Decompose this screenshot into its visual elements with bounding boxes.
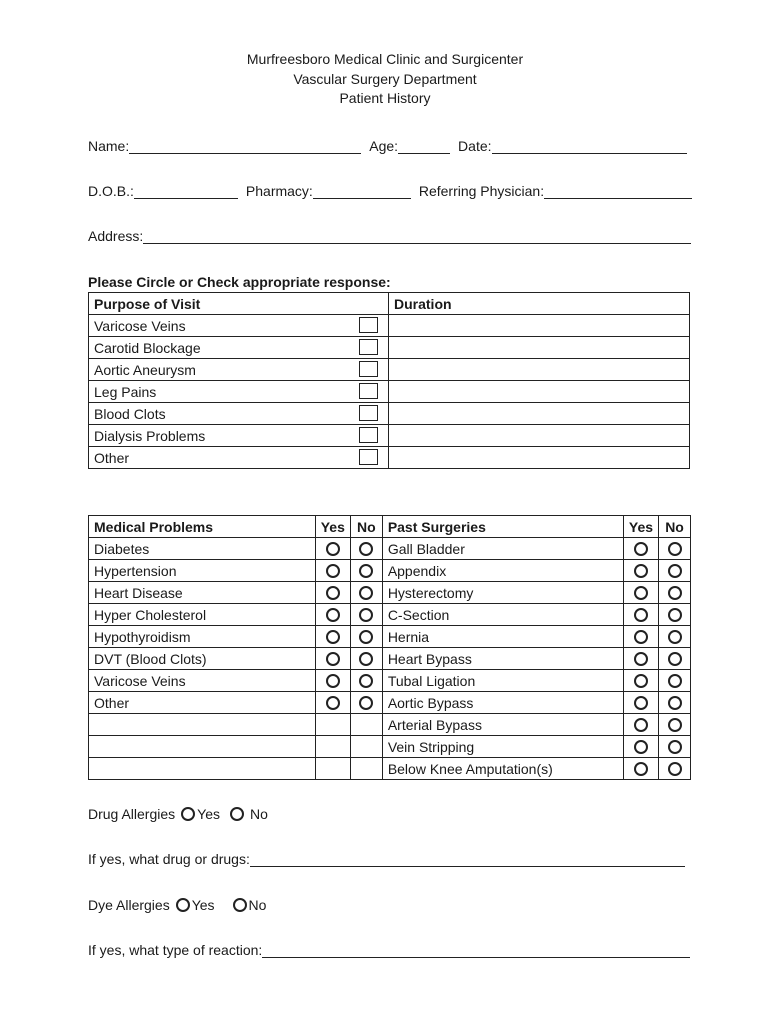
medical-problem-label: Diabetes xyxy=(94,540,150,557)
medical-yes-radio[interactable] xyxy=(326,696,340,710)
instruction-text: Please Circle or Check appropriate response: xyxy=(88,274,391,290)
surgery-no-radio[interactable] xyxy=(668,674,682,688)
surgery-yes-radio[interactable] xyxy=(634,608,648,622)
dye-followup-row xyxy=(88,942,690,958)
checkbox[interactable] xyxy=(359,383,378,399)
visit-label: Leg Pains xyxy=(94,383,157,400)
past-surgery-label: Gall Bladder xyxy=(387,540,465,557)
medical-no-radio[interactable] xyxy=(359,542,373,556)
empty-cell xyxy=(315,736,350,758)
dye-followup-label: If yes, what type of reaction: xyxy=(88,942,263,958)
medical-problem-label: Heart Disease xyxy=(94,584,183,601)
medical-no-radio[interactable] xyxy=(359,564,373,578)
surgery-no-radio[interactable] xyxy=(668,718,682,732)
medical-yes-radio[interactable] xyxy=(326,608,340,622)
pharmacy-label: Pharmacy: xyxy=(245,183,313,199)
past-surgery-label: Arterial Bypass xyxy=(387,716,482,733)
past-surgeries-header: Past Surgeries xyxy=(382,516,623,538)
history-row xyxy=(89,692,691,714)
medical-problem-label: Hypertension xyxy=(94,562,177,579)
checkbox[interactable] xyxy=(359,361,378,377)
duration-cell[interactable] xyxy=(389,337,690,359)
surgery-yes-radio[interactable] xyxy=(634,718,648,732)
dye-allergies-no-radio[interactable] xyxy=(233,898,247,912)
medical-problem-label: Hypothyroidism xyxy=(94,628,191,645)
past-surgery-label: Hysterectomy xyxy=(387,584,474,601)
history-row xyxy=(89,626,691,648)
medical-no-radio[interactable] xyxy=(359,608,373,622)
history-header-row xyxy=(89,516,691,538)
history-row xyxy=(89,670,691,692)
dye-allergies-row xyxy=(88,897,266,913)
medical-yes-radio[interactable] xyxy=(326,542,340,556)
past-surgery-label: Below Knee Amputation(s) xyxy=(387,760,553,777)
medical-yes-radio[interactable] xyxy=(326,586,340,600)
drug-followup-label: If yes, what drug or drugs: xyxy=(88,851,250,867)
visit-row xyxy=(89,359,690,381)
visit-label: Carotid Blockage xyxy=(94,339,201,356)
surgery-yes-header: Yes xyxy=(623,516,658,538)
dob-pharmacy-row xyxy=(88,183,700,199)
referring-label: Referring Physician: xyxy=(418,183,545,199)
surgery-yes-radio[interactable] xyxy=(634,652,648,666)
drug-allergies-label: Drug Allergies xyxy=(88,806,176,822)
medical-yes-radio[interactable] xyxy=(326,630,340,644)
history-row xyxy=(89,538,691,560)
name-label: Name: xyxy=(88,138,130,154)
duration-cell[interactable] xyxy=(389,315,690,337)
visit-row xyxy=(89,337,690,359)
checkbox[interactable] xyxy=(359,427,378,443)
history-row xyxy=(89,648,691,670)
visit-row xyxy=(89,447,690,469)
past-surgery-label: Tubal Ligation xyxy=(387,672,476,689)
drug-followup-field[interactable] xyxy=(250,852,685,867)
surgery-no-radio[interactable] xyxy=(668,740,682,754)
address-field[interactable] xyxy=(143,229,691,244)
medical-yes-radio[interactable] xyxy=(326,674,340,688)
dye-allergies-yes-radio[interactable] xyxy=(176,898,190,912)
surgery-yes-radio[interactable] xyxy=(634,586,648,600)
medical-problems-header: Medical Problems xyxy=(89,516,316,538)
empty-cell xyxy=(350,736,382,758)
surgery-yes-radio[interactable] xyxy=(634,630,648,644)
visit-table xyxy=(88,292,690,469)
department-name: Vascular Surgery Department xyxy=(293,70,477,87)
empty-cell xyxy=(315,714,350,736)
visit-row xyxy=(89,403,690,425)
medical-problem-label: Hyper Cholesterol xyxy=(94,606,207,623)
visit-row xyxy=(89,381,690,403)
history-row xyxy=(89,736,691,758)
medical-problem-label: Other xyxy=(94,694,130,711)
surgery-yes-radio[interactable] xyxy=(634,674,648,688)
past-surgery-label: Aortic Bypass xyxy=(387,694,474,711)
visit-label: Blood Clots xyxy=(94,405,166,422)
dye-allergies-no-label: No xyxy=(248,897,267,913)
surgery-no-radio[interactable] xyxy=(668,586,682,600)
history-row xyxy=(89,582,691,604)
medical-problem-label: DVT (Blood Clots) xyxy=(94,650,207,667)
visit-header-row xyxy=(89,293,690,315)
dye-followup-field[interactable] xyxy=(262,943,690,958)
form-title: Patient History xyxy=(339,90,431,106)
history-row xyxy=(89,758,691,780)
medical-yes-radio[interactable] xyxy=(326,652,340,666)
surgery-yes-radio[interactable] xyxy=(634,740,648,754)
visit-label: Varicose Veins xyxy=(94,317,186,334)
surgery-no-header: No xyxy=(659,516,691,538)
address-label: Address: xyxy=(88,228,144,244)
surgery-yes-radio[interactable] xyxy=(634,696,648,710)
visit-label: Other xyxy=(94,449,130,466)
drug-allergies-no-label: No xyxy=(250,806,268,822)
duration-cell[interactable] xyxy=(389,359,690,381)
medical-no-radio[interactable] xyxy=(359,630,373,644)
duration-cell[interactable] xyxy=(389,425,690,447)
age-field[interactable] xyxy=(398,139,450,154)
duration-header: Duration xyxy=(389,293,690,315)
form-header xyxy=(0,50,770,109)
history-row xyxy=(89,560,691,582)
date-field[interactable] xyxy=(492,139,687,154)
surgery-yes-radio[interactable] xyxy=(634,542,648,556)
name-age-date-row xyxy=(88,138,695,154)
surgery-no-radio[interactable] xyxy=(668,696,682,710)
past-surgery-label: C-Section xyxy=(387,606,450,623)
name-field[interactable] xyxy=(129,139,361,154)
clinic-name: Murfreesboro Medical Clinic and Surgicenter xyxy=(246,51,524,67)
duration-cell[interactable] xyxy=(389,447,690,469)
drug-allergies-yes-radio[interactable] xyxy=(181,807,195,821)
medical-problem-label: Varicose Veins xyxy=(94,672,186,689)
history-row xyxy=(89,604,691,626)
date-label: Date: xyxy=(458,138,492,154)
surgery-no-radio[interactable] xyxy=(668,762,682,776)
empty-cell xyxy=(350,714,382,736)
visit-row xyxy=(89,425,690,447)
drug-allergies-yes-label: Yes xyxy=(197,806,220,822)
medical-no-radio[interactable] xyxy=(359,586,373,600)
checkbox[interactable] xyxy=(359,405,378,421)
medical-no-radio[interactable] xyxy=(359,652,373,666)
surgery-no-radio[interactable] xyxy=(668,630,682,644)
past-surgery-label: Hernia xyxy=(387,628,430,645)
age-label: Age: xyxy=(369,138,399,154)
empty-cell xyxy=(315,758,350,780)
drug-followup-row xyxy=(88,851,685,867)
medical-no-radio[interactable] xyxy=(359,696,373,710)
dye-allergies-yes-label: Yes xyxy=(191,897,215,913)
surgery-no-radio[interactable] xyxy=(668,542,682,556)
medical-yes-header: Yes xyxy=(315,516,350,538)
surgery-no-radio[interactable] xyxy=(668,564,682,578)
surgery-yes-radio[interactable] xyxy=(634,762,648,776)
visit-row xyxy=(89,315,690,337)
medical-no-header: No xyxy=(350,516,382,538)
dob-field[interactable] xyxy=(134,184,238,199)
empty-cell xyxy=(350,758,382,780)
visit-label: Aortic Aneurysm xyxy=(94,361,196,378)
visit-label: Dialysis Problems xyxy=(94,427,206,444)
surgery-yes-radio[interactable] xyxy=(634,564,648,578)
purpose-header: Purpose of Visit xyxy=(89,293,389,315)
checkbox[interactable] xyxy=(359,449,378,465)
past-surgery-label: Appendix xyxy=(387,562,447,579)
history-row xyxy=(89,714,691,736)
referring-field[interactable] xyxy=(544,184,692,199)
past-surgery-label: Heart Bypass xyxy=(387,650,472,667)
dob-label: D.O.B.: xyxy=(88,183,134,199)
surgery-no-radio[interactable] xyxy=(668,652,682,666)
address-row xyxy=(88,228,691,244)
dye-allergies-label: Dye Allergies xyxy=(88,897,170,913)
past-surgery-label: Vein Stripping xyxy=(387,738,475,755)
pharmacy-field[interactable] xyxy=(313,184,411,199)
duration-cell[interactable] xyxy=(389,381,690,403)
history-table xyxy=(88,515,691,780)
drug-allergies-no-radio[interactable] xyxy=(230,807,244,821)
checkbox[interactable] xyxy=(359,317,378,333)
medical-yes-radio[interactable] xyxy=(326,564,340,578)
duration-cell[interactable] xyxy=(389,403,690,425)
medical-no-radio[interactable] xyxy=(359,674,373,688)
surgery-no-radio[interactable] xyxy=(668,608,682,622)
drug-allergies-row xyxy=(88,806,268,822)
checkbox[interactable] xyxy=(359,339,378,355)
